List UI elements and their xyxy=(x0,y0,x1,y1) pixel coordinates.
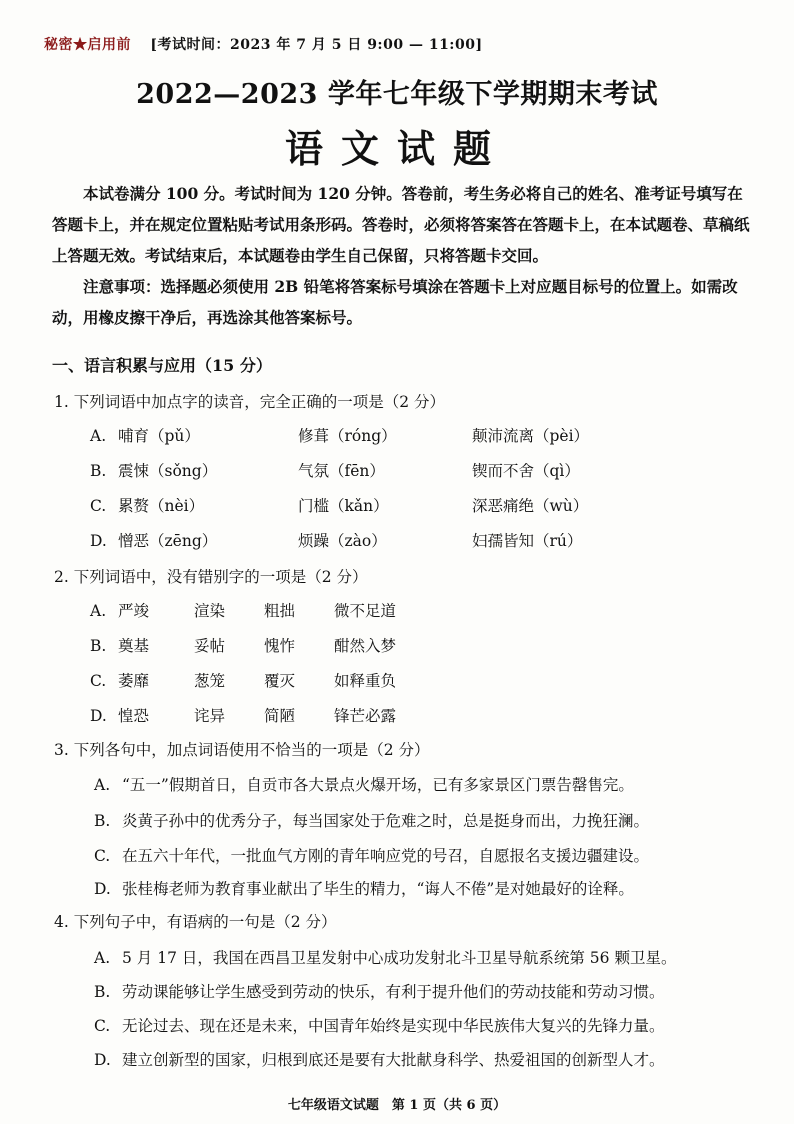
exam-header xyxy=(44,34,483,54)
q2-c-word2: 葱笼 xyxy=(194,672,226,690)
question-3-option-d: D. 张桂梅老师为教育事业献出了毕生的精力，“诲人不倦”是对她最好的诠释。 xyxy=(94,880,634,898)
q2-b-word3: 愧怍 xyxy=(264,637,296,655)
question-3-option-c: C. 在五六十年代，一批血气方刚的青年响应党的号召，自愿报名支援边疆建设。 xyxy=(94,847,650,865)
question-1-option-a: A. 哺育（pǔ） xyxy=(90,427,200,445)
q2-c-word3: 覆灭 xyxy=(264,672,296,690)
page-footer: 七年级语文试题 第 1 页（共 6 页） xyxy=(287,1098,507,1113)
subject-title: 语文试题 xyxy=(284,126,509,171)
section-heading: 一、语言积累与应用（15 分） xyxy=(52,356,272,375)
q1-b-word3: 锲而不舍（qì） xyxy=(472,462,580,480)
question-1-stem: 1. 下列词语中加点字的读音，完全正确的一项是（2 分） xyxy=(54,393,446,411)
question-4-option-d: D. 建立创新型的国家，归根到底还是要有大批献身科学、热爱祖国的创新型人才。 xyxy=(94,1051,665,1069)
q2-a-word3: 粗拙 xyxy=(264,602,296,620)
question-4-option-c: C. 无论过去、现在还是未来，中国青年始终是实现中华民族伟大复兴的先锋力量。 xyxy=(94,1017,665,1035)
question-3-stem: 3. 下列各句中，加点词语使用不恰当的一项是（2 分） xyxy=(54,741,430,759)
exam-time: [考试时间：2023 年 7 月 5 日 9:00 — 11:00] xyxy=(150,37,483,53)
question-1-option-d: D. 憎恶（zēng） xyxy=(90,532,218,550)
instructions-para-1: 本试卷满分 100 分。考试时间为 120 分钟。答卷前，考生务必将自己的姓名、准考证号填写在答题卡上，并在规定位置粘贴考试用条形码。答卷时，必须将答案答在答题卡上，在本试题卷、草稿纸上答题无效。考试结束后，本试题卷由学生自己保留，只将答题卡交回。 xyxy=(52,184,750,265)
instructions xyxy=(52,178,752,333)
question-4-option-b: B. 劳动课能够让学生感受到劳动的快乐，有利于提升他们的劳动技能和劳动习惯。 xyxy=(94,983,665,1001)
q2-d-word3: 简陋 xyxy=(264,707,296,725)
question-1-option-c: C. 累赘（nèi） xyxy=(90,497,205,515)
question-3-option-a: A. “五一”假期首日，自贡市各大景点火爆开场，已有多家景区门票告罄售完。 xyxy=(94,776,634,794)
q1-a-word2: 修葺（róng） xyxy=(298,427,397,445)
question-2-option-a: A. 严竣 xyxy=(90,602,150,620)
question-2-option-d: D. 惶恐 xyxy=(90,707,150,725)
question-1-option-b: B. 震悚（sǒng） xyxy=(90,462,218,480)
question-4-stem: 4. 下列句子中，有语病的一句是（2 分） xyxy=(54,913,337,931)
q1-b-word2: 气氛（fēn） xyxy=(298,462,385,480)
q2-b-word2: 妥帖 xyxy=(194,637,226,655)
q2-d-word2: 诧异 xyxy=(194,707,226,725)
q2-c-word4: 如释重负 xyxy=(334,672,397,690)
exam-title: 2022—2023 学年七年级下学期期末考试 xyxy=(136,79,658,110)
q2-b-word4: 酣然入梦 xyxy=(334,637,397,655)
q1-c-word2: 门槛（kǎn） xyxy=(298,497,389,515)
confidential-label: 秘密★启用前 xyxy=(44,37,131,53)
instructions-para-2: 注意事项：选择题必须使用 2B 铅笔将答案标号填涂在答题卡上对应题目标号的位置上。如需改动，用橡皮擦干净后，再选涂其他答案标号。 xyxy=(52,277,738,327)
q1-d-word3: 妇孺皆知（rú） xyxy=(472,532,583,550)
question-2-option-b: B. 奠基 xyxy=(90,637,150,655)
question-2-stem: 2. 下列词语中，没有错别字的一项是（2 分） xyxy=(54,568,368,586)
question-4-option-a: A. 5 月 17 日，我国在西昌卫星发射中心成功发射北斗卫星导航系统第 56 颗卫星。 xyxy=(94,949,677,967)
q1-a-word3: 颠沛流离（pèi） xyxy=(472,427,590,445)
q1-c-word3: 深恶痛绝（wù） xyxy=(472,497,589,515)
q2-d-word4: 锋芒必露 xyxy=(334,707,397,725)
question-3-option-b: B. 炎黄子孙中的优秀分子，每当国家处于危难之时，总是挺身而出，力挽狂澜。 xyxy=(94,812,650,830)
q2-a-word4: 微不足道 xyxy=(334,602,397,620)
q2-a-word2: 渲染 xyxy=(194,602,226,620)
q1-d-word2: 烦躁（zào） xyxy=(298,532,387,550)
question-2-option-c: C. 萎靡 xyxy=(90,672,150,690)
